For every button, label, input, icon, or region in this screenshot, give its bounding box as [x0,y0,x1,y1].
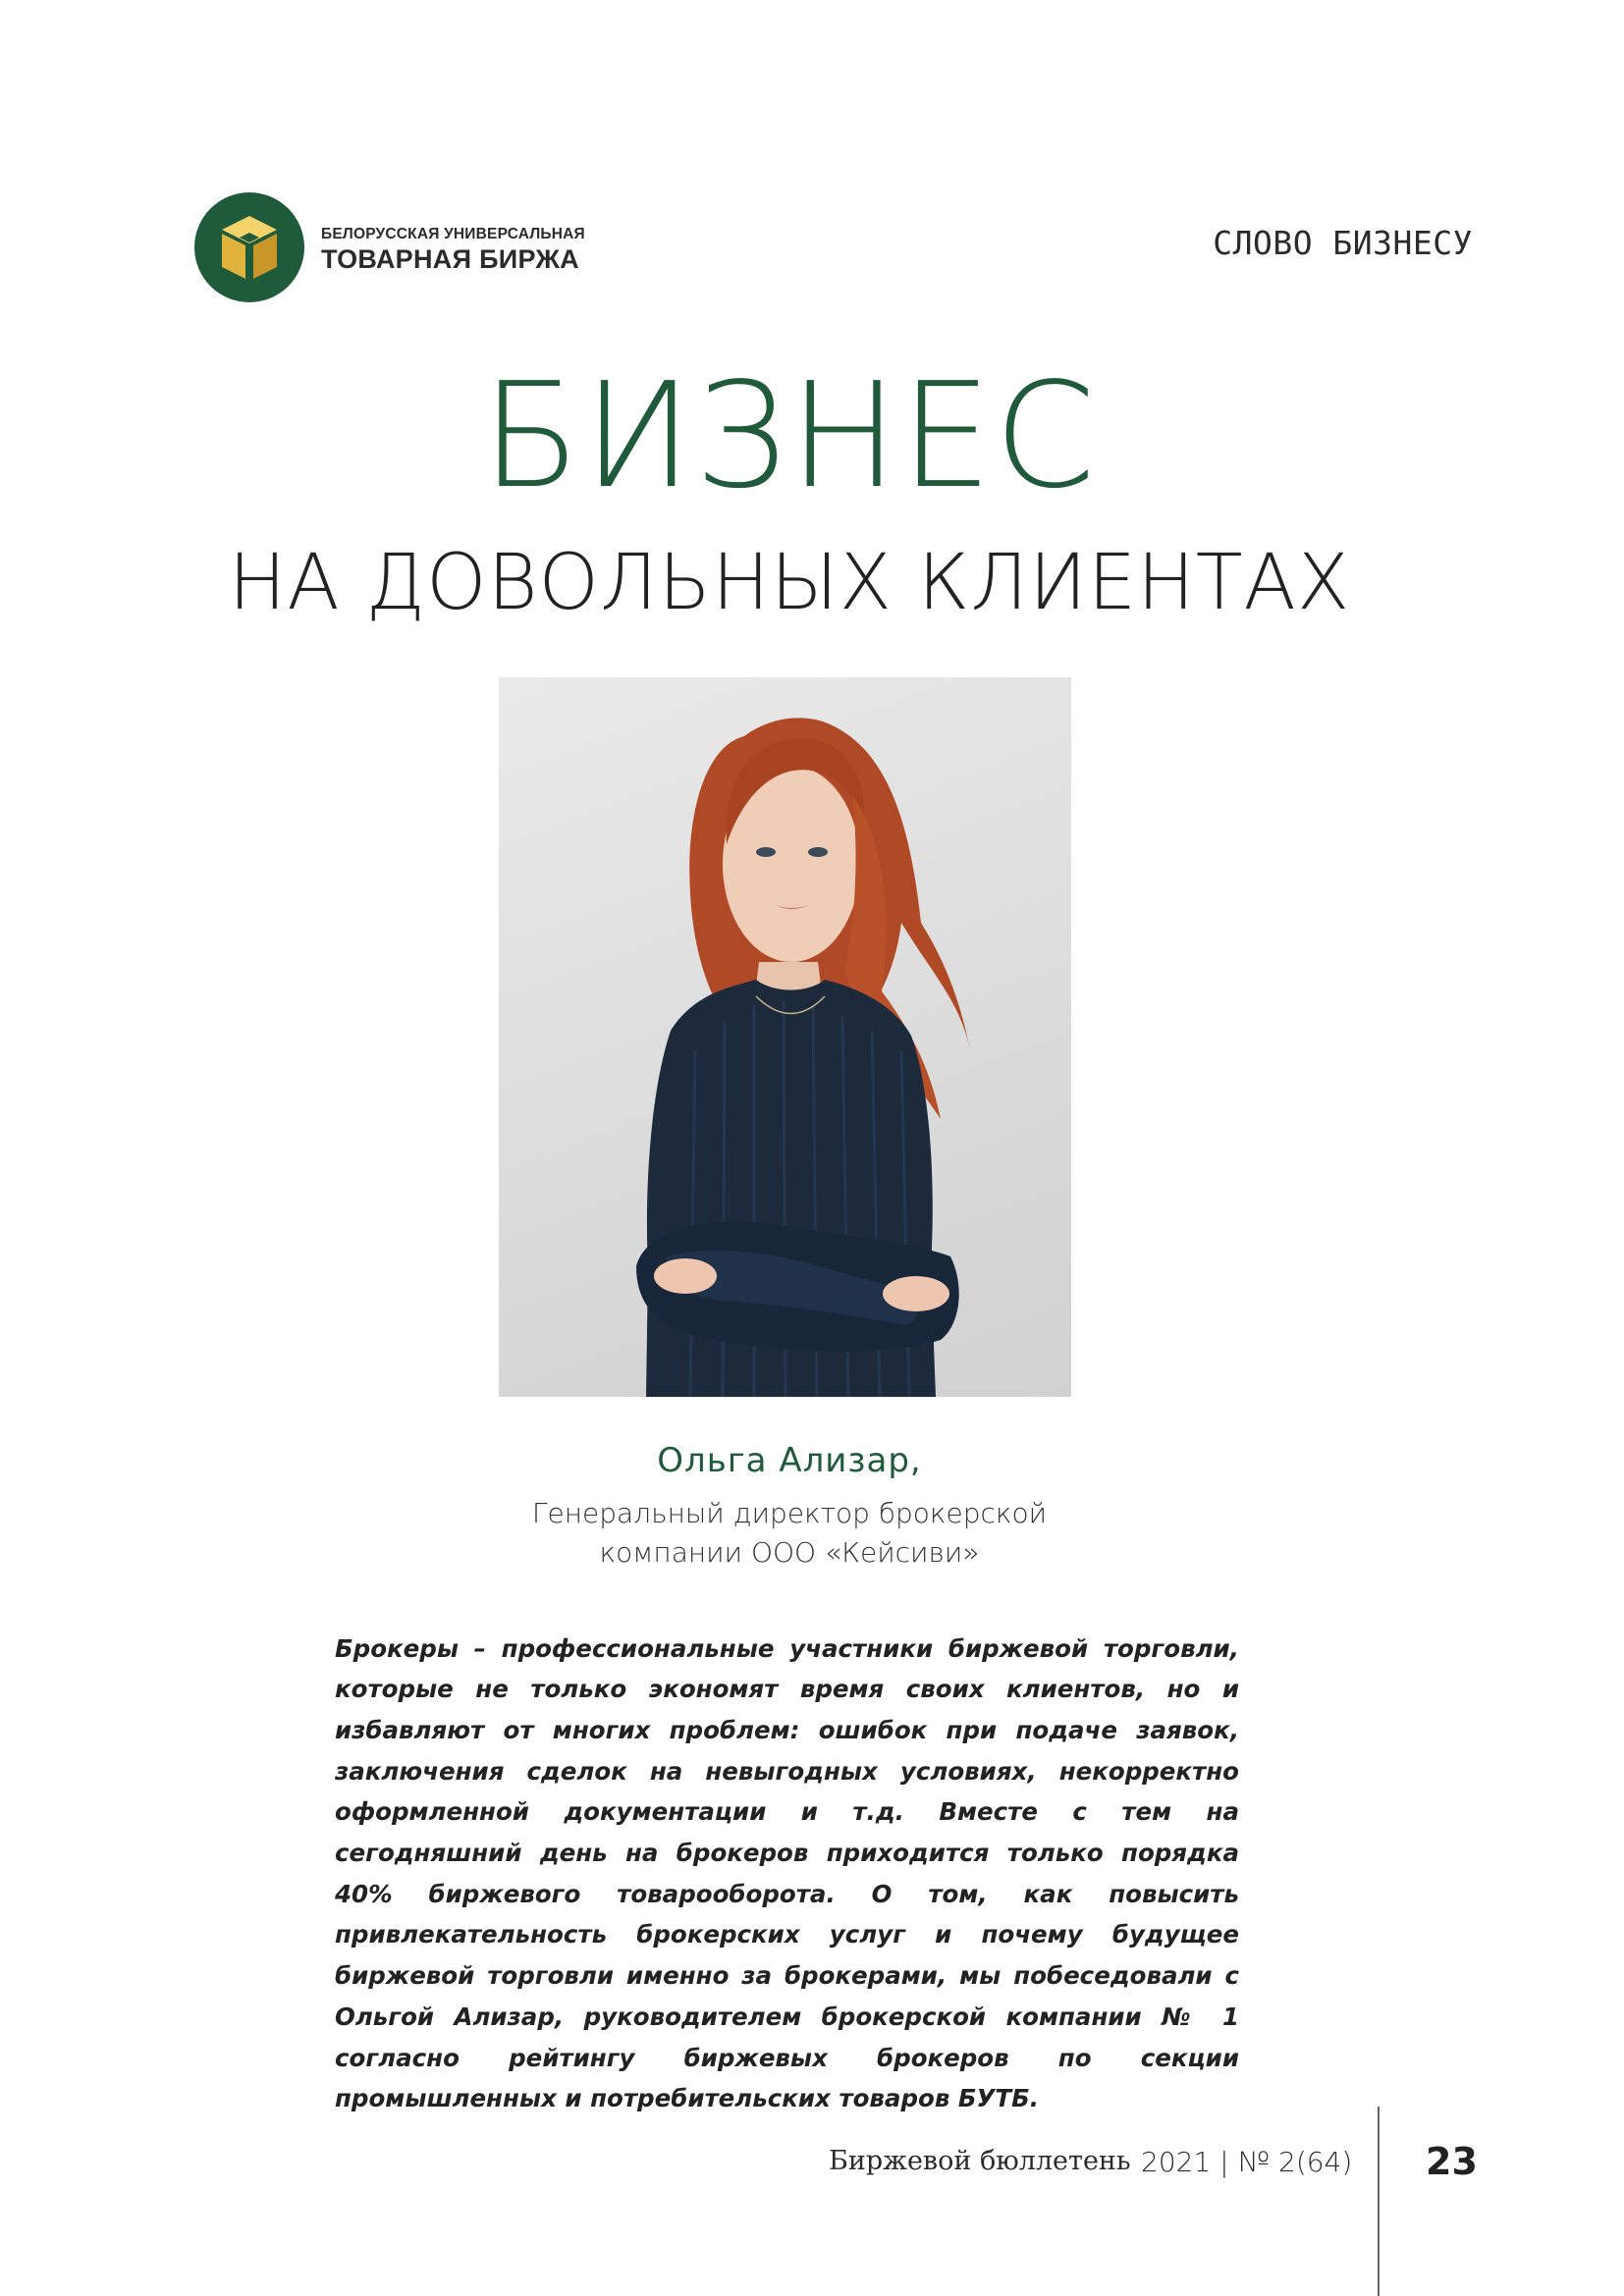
butb-logo-icon [194,192,304,302]
article-subtitle: НА ДОВОЛЬНЫХ КЛИЕНТАХ [228,539,1351,627]
logo-line-1: БЕЛОРУССКАЯ УНИВЕРСАЛЬНАЯ [321,226,585,242]
portrait-photo [499,677,1071,1397]
page-number: 23 [1426,2140,1478,2183]
article-title: БИЗНЕС [481,351,1098,520]
footer-issue: 2021 | № 2(64) [1141,2146,1353,2178]
lead-paragraph: Брокеры – профессиональные участники биржевой торговли, которые не только экономят время своих клиентов, но и избавляют от многих проблем: ошибок при подаче заявок, заключения сделок на невыгодных условиях, некорректно оформленной документации и т.д. Вместе с тем на сегодняшний день на брокеров приходится только порядка 40% биржевого товарооборота. О том, как повысить привлекательность брокерских услуг и почему будущее биржевой торговли именно за брокерами, мы побеседовали с Ольгой Ализар, руководителем брокерской компании № 1 согласно рейтингу биржевых брокеров по секции промышленных и потребительских товаров БУТБ. [335,1633,1239,2113]
section-label: СЛОВО БИЗНЕСУ [1213,224,1473,262]
footer-divider [1378,2107,1380,2296]
logo-line-2: ТОВАРНАЯ БИРЖА [321,244,579,274]
caption-name: Ольга Ализар, [657,1441,922,1480]
footer-magazine-title: Биржевой бюллетень [829,2146,1131,2176]
caption-role-line-2: компании ООО «Кейсиви» [599,1536,980,1569]
caption-role-line-1: Генеральный директор брокерской [531,1497,1048,1529]
caption-role [0,1494,1579,1573]
logo-text [321,226,585,275]
